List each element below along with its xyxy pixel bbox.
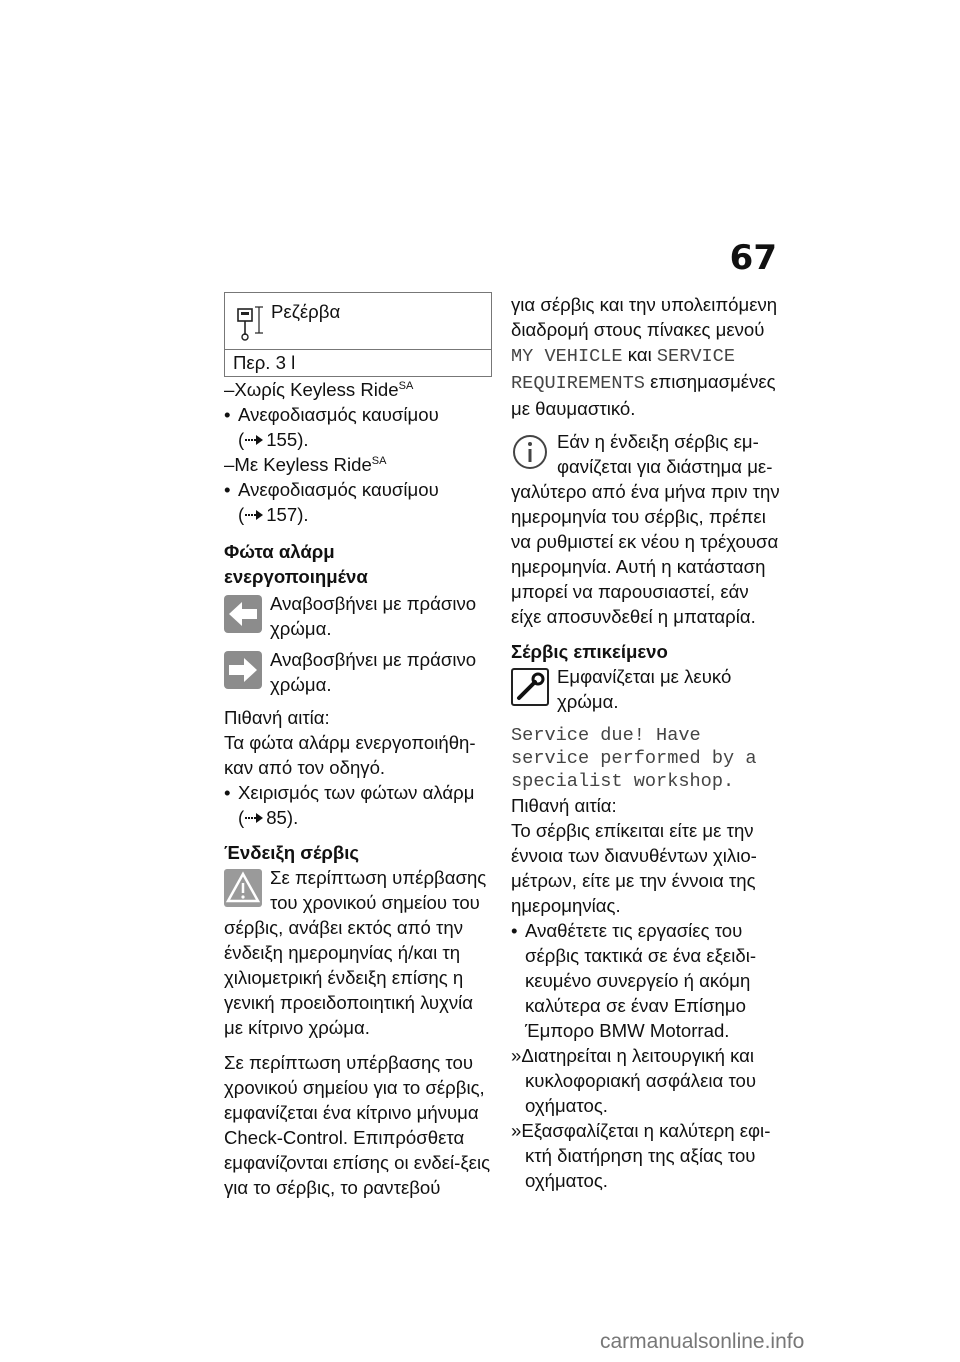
service-due-indicator-row [511, 664, 783, 714]
right-column [511, 292, 783, 1193]
cause-text: Τα φώτα αλάρμ ενεργοποιήθη-καν από τον οδηγό. [224, 732, 476, 778]
menu-name-service-requirements: SERVICE REQUIREMENTS [511, 346, 735, 394]
right-turn-arrow-icon [224, 651, 262, 689]
left-turn-arrow-icon [224, 595, 262, 633]
bullet-operating-hazard: • Χειρισμός των φώτων αλάρμ [224, 782, 475, 803]
result-value: »Εξασφαλίζεται η καλύτερη εφι-κτή διατήρηση της αξίας του οχήματος. [511, 1120, 771, 1191]
info-note-text: Εάν η ένδειξη σέρβις εμ-φανίζεται για διάστημα με-γαλύτερο από ένα μήνα πριν την ημερομηνία του σέρβις, πρέπει να ρυθμιστεί εκ νέου η τρέχουσα ημερομηνία. Αυτή η κατάσταση μπορεί να παρουσιαστεί, εάν είχε αποσυνδεθεί η μπαταρία. [511, 431, 780, 627]
page-ref-arrow-icon [244, 502, 266, 527]
fuel-gauge-icon [235, 303, 265, 343]
page-ref-arrow-icon [244, 427, 266, 452]
service-warning-block [224, 865, 492, 1040]
heading-hazard-lights: Φώτα αλάρμ ενεργοποιημένα [224, 541, 368, 587]
left-arrow-text: Αναβοσβήνει με πράσινο χρώμα. [270, 593, 477, 639]
warning-triangle-icon [224, 869, 262, 907]
cause-text-right: Το σέρβις επίκειται είτε με την έννοια των διανυθέντων χιλιο-μέτρων, είτε με την έννοια της ημερομηνίας. [511, 820, 757, 916]
variant-line-2: –Με Keyless Ride$^{SA}$ [224, 454, 387, 475]
page-ref-arrow-icon [244, 805, 266, 830]
service-warning-text: Σε περίπτωση υπέρβασης του χρονικού σημείου του σέρβις, ανάβει εκτός από την ένδειξη ημερομηνίας ή/και τη χιλιομετρική ένδειξη επίσης η γενική προειδοποιητική λυχνία με κίτρινο χρώμα. [224, 867, 487, 1038]
ref-link-85[interactable]: ( 85). [238, 807, 299, 828]
ref-link-157[interactable]: ( 157). [238, 504, 309, 525]
bullet-assign-service: • Αναθέτετε τις εργασίες του σέρβις τακτικά σε ένα εξειδι-κευμένο συνεργείο ή ακόμη καλύτερα σε έναν Επίσημο Έμπορο BMW Motorrad. [511, 920, 757, 1041]
result-safety: »Διατηρείται η λειτουργική και κυκλοφοριακή ασφάλεια του οχήματος. [511, 1045, 757, 1116]
cause-label-right: Πιθανή αιτία: [511, 795, 617, 816]
info-note-block [511, 429, 783, 629]
variant-line-1: –Χωρίς Keyless Ride$^{SA}$ [224, 379, 414, 400]
service-due-message: Service due! Have service performed by a specialist workshop. [511, 725, 757, 792]
wrench-icon [511, 668, 549, 706]
service-checkcontrol-text: Σε περίπτωση υπέρβασης του χρονικού σημείου για το σέρβις, εμφανίζεται ένα κίτρινο μήνυμα Check-Control. Επιπρόσθετα εμφανίζονται επίσης οι ενδεί-ξεις για το σέρβις, το ραντεβού [224, 1052, 491, 1198]
heading-service-due: Σέρβις επικείμενο [511, 641, 668, 662]
info-icon [511, 433, 549, 471]
heading-service-indicator: Ένδειξη σέρβις [224, 842, 360, 863]
fuel-reserve-table [224, 292, 492, 377]
table-label: Ρεζέρβα [271, 301, 341, 322]
menu-paragraph: για σέρβις και την υπολειπόμενη διαδρομή στους πίνακες μενού MY VEHICLE και SERVICE REQUIREMENTS επισημασμένες με θαυμαστικό. [511, 294, 778, 419]
bullet-refuel-2: • Ανεφοδιασμός καυσίμου [224, 479, 439, 500]
table-value: Περ. 3 l [233, 352, 296, 373]
watermark: carmanualsonline.info [600, 1330, 805, 1353]
right-arrow-indicator-row [224, 647, 492, 697]
bullet-refuel-1: • Ανεφοδιασμός καυσίμου [224, 404, 439, 425]
menu-name-my-vehicle: MY VEHICLE [511, 346, 623, 367]
cause-label: Πιθανή αιτία: [224, 707, 330, 728]
ref-link-155[interactable]: ( 155). [238, 429, 309, 450]
right-arrow-text: Αναβοσβήνει με πράσινο χρώμα. [270, 649, 477, 695]
left-column [224, 292, 492, 1200]
page-number: 67 [729, 238, 777, 278]
wrench-text: Εμφανίζεται με λευκό χρώμα. [557, 666, 732, 712]
left-arrow-indicator-row [224, 591, 492, 641]
